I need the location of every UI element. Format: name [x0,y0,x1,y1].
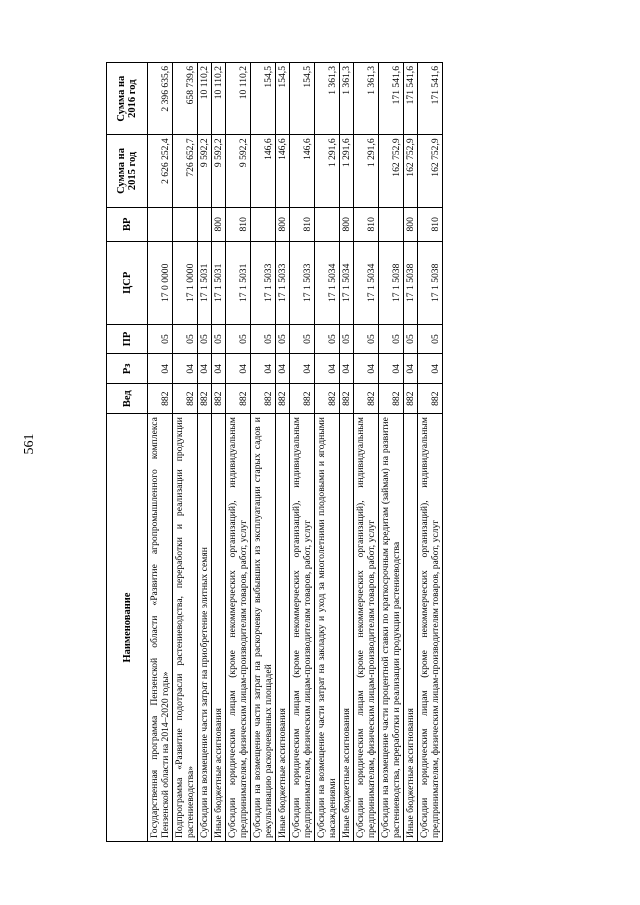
row-vr: 800 [276,207,290,241]
row-pr: 05 [379,324,404,354]
row-rz: 04 [418,354,443,384]
row-ved: 882 [340,384,354,414]
header-vr: ВР [107,207,148,241]
row-name: Субсидии юридическим лицам (кроме некоммерческих организаций), индивидуальным предпринимателям, физическим лицам-производителям товаров, работ, услуг [418,414,443,842]
row-name: Субсидии на возмещение части процентной ставки по краткосрочным кредитам (займам) на развитие растениеводства, переработки и реализации продукции растениеводства [379,414,404,842]
row-ved: 882 [148,384,173,414]
row-ved: 882 [354,384,379,414]
row-ved: 882 [418,384,443,414]
row-sum-2016: 171 541,6 [379,63,404,135]
row-rz: 04 [148,354,173,384]
row-vr: 810 [226,207,251,241]
row-name: Субсидии на возмещение части затрат на закладку и уход за многолетними плодовыми и ягодными насаждениями [315,414,340,842]
budget-table-sheet [106,62,531,842]
row-sum-2016: 1 361,3 [354,63,379,135]
row-ved: 882 [315,384,340,414]
row-sum-2016: 658 739,6 [173,63,198,135]
row-pr: 05 [148,324,173,354]
row-pr: 05 [251,324,276,354]
row-sum-2015: 162 752,9 [418,135,443,207]
row-pr: 05 [226,324,251,354]
row-csr: 17 1 5034 [340,242,354,325]
row-name: Иные бюджетные ассигнования [212,414,226,842]
row-rz: 04 [315,354,340,384]
row-sum-2016: 154,5 [276,63,290,135]
row-vr [315,207,340,241]
row-sum-2016: 154,5 [290,63,315,135]
header-rz: Рз [107,354,148,384]
row-name: Субсидии юридическим лицам (кроме некоммерческих организаций), индивидуальным предпринимателям, физическим лицам-производителям товаров, работ, услуг [226,414,251,842]
row-sum-2015: 2 626 252,4 [148,135,173,207]
row-ved: 882 [290,384,315,414]
row-sum-2015: 726 652,7 [173,135,198,207]
row-ved: 882 [173,384,198,414]
row-ved: 882 [198,384,212,414]
row-sum-2015: 9 592,2 [198,135,212,207]
table-row [379,63,404,842]
row-rz: 04 [340,354,354,384]
table-row [276,63,290,842]
row-ved: 882 [379,384,404,414]
table-body [148,63,443,842]
row-vr: 800 [212,207,226,241]
table-row [290,63,315,842]
row-ved: 882 [276,384,290,414]
row-rz: 04 [226,354,251,384]
row-name: Иные бюджетные ассигнования [276,414,290,842]
table-row [315,63,340,842]
row-sum-2015: 162 752,9 [404,135,418,207]
table-row [251,63,276,842]
row-rz: 04 [173,354,198,384]
row-sum-2016: 10 110,2 [212,63,226,135]
row-rz: 04 [404,354,418,384]
table-row [148,63,173,842]
row-rz: 04 [212,354,226,384]
row-csr: 17 1 5031 [212,242,226,325]
table-header-row [107,63,148,842]
row-csr: 17 1 5033 [251,242,276,325]
row-csr: 17 1 5038 [418,242,443,325]
table-row [404,63,418,842]
table-row [226,63,251,842]
row-name: Иные бюджетные ассигнования [340,414,354,842]
row-sum-2015: 9 592,2 [212,135,226,207]
row-sum-2016: 154,5 [251,63,276,135]
row-sum-2016: 10 110,2 [226,63,251,135]
row-sum-2016: 1 361,3 [315,63,340,135]
table-row [212,63,226,842]
row-pr: 05 [404,324,418,354]
row-csr: 17 1 5033 [276,242,290,325]
row-name: Государственная программа Пензенской области «Развитие агропромышленного комплекса Пензенской области на 2014–2020 годы» [148,414,173,842]
row-rz: 04 [276,354,290,384]
row-csr: 17 1 0000 [173,242,198,325]
row-name: Субсидии юридическим лицам (кроме некоммерческих организаций), индивидуальным предпринимателям, физическим лицам-производителям товаров, работ, услуг [354,414,379,842]
row-csr: 17 1 5038 [404,242,418,325]
row-ved: 882 [212,384,226,414]
row-rz: 04 [290,354,315,384]
row-vr: 800 [404,207,418,241]
row-vr [198,207,212,241]
row-name: Подпрограмма «Развитие подотрасли растениеводства, переработки и реализации продукции растениеводства» [173,414,198,842]
header-sum-2016: Сумма на 2016 год [107,63,148,135]
row-csr: 17 0 0000 [148,242,173,325]
row-sum-2015: 146,6 [290,135,315,207]
row-sum-2016: 10 110,2 [198,63,212,135]
row-sum-2015: 146,6 [251,135,276,207]
table-row [354,63,379,842]
row-pr: 05 [212,324,226,354]
row-sum-2015: 162 752,9 [379,135,404,207]
row-csr: 17 1 5034 [354,242,379,325]
row-pr: 05 [290,324,315,354]
row-pr: 05 [418,324,443,354]
row-sum-2016: 2 396 635,6 [148,63,173,135]
row-vr [379,207,404,241]
row-pr: 05 [276,324,290,354]
row-vr: 810 [354,207,379,241]
row-sum-2015: 9 592,2 [226,135,251,207]
budget-table [106,62,443,842]
table-row [198,63,212,842]
header-sum-2015: Сумма на 2015 год [107,135,148,207]
row-vr [251,207,276,241]
row-rz: 04 [354,354,379,384]
row-name: Субсидии на возмещение части затрат на приобретение элитных семян [198,414,212,842]
row-ved: 882 [226,384,251,414]
row-rz: 04 [198,354,212,384]
header-name: Наименование [107,414,148,842]
row-vr: 810 [418,207,443,241]
row-sum-2016: 171 541,6 [418,63,443,135]
table-row [418,63,443,842]
row-sum-2015: 1 291,6 [340,135,354,207]
row-csr: 17 1 5034 [315,242,340,325]
row-vr: 810 [290,207,315,241]
row-vr [148,207,173,241]
row-pr: 05 [173,324,198,354]
row-csr: 17 1 5033 [290,242,315,325]
row-pr: 05 [198,324,212,354]
header-ved: Вед [107,384,148,414]
row-ved: 882 [251,384,276,414]
row-ved: 882 [404,384,418,414]
row-csr: 17 1 5031 [226,242,251,325]
table-row [340,63,354,842]
page-number: 561 [22,433,37,455]
row-csr: 17 1 5038 [379,242,404,325]
row-sum-2016: 171 541,6 [404,63,418,135]
row-sum-2015: 1 291,6 [354,135,379,207]
row-vr: 800 [340,207,354,241]
row-pr: 05 [354,324,379,354]
row-pr: 05 [315,324,340,354]
row-rz: 04 [251,354,276,384]
table-row [173,63,198,842]
row-vr [173,207,198,241]
row-rz: 04 [379,354,404,384]
row-pr: 05 [340,324,354,354]
row-sum-2015: 146,6 [276,135,290,207]
header-csr: ЦСР [107,242,148,325]
row-sum-2016: 1 361,3 [340,63,354,135]
row-name: Субсидии юридическим лицам (кроме некоммерческих организаций), индивидуальным предпринимателям, физическим лицам-производителям товаров, работ, услуг [290,414,315,842]
row-name: Субсидии на возмещение части затрат на раскорчевку выбывших из эксплуатации старых садов и рекультивацию раскорчеванных площадей [251,414,276,842]
row-sum-2015: 1 291,6 [315,135,340,207]
row-csr: 17 1 5031 [198,242,212,325]
header-pr: ПР [107,324,148,354]
row-name: Иные бюджетные ассигнования [404,414,418,842]
